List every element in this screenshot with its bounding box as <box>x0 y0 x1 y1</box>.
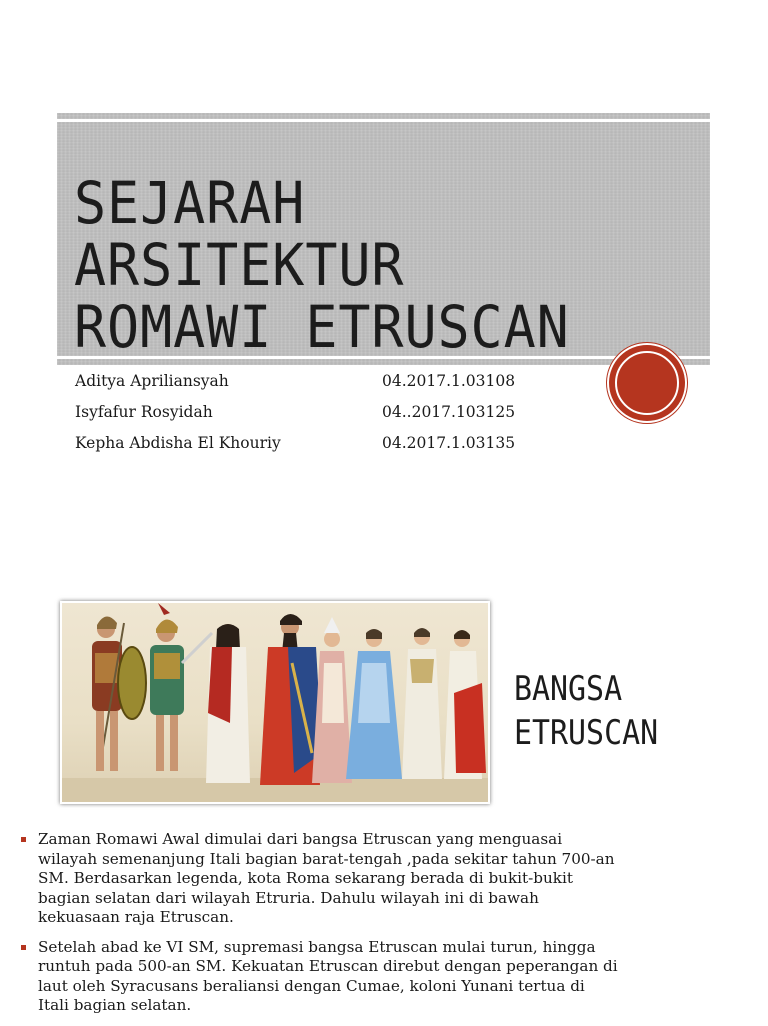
author-name: Aditya Apriliansyah <box>75 372 229 390</box>
bullet-text: Zaman Romawi Awal dimulai dari bangsa Etruscan yang menguasai wilayah semenanjung Itali bagian barat-tengah ,pada sekitar tahun 700-an SM. Berdasarkan legenda, kota Roma sekarang berada di bukit-bukit bagian selatan dari wilayah Etruria. Dahulu wilayah ini di bawah kekuasaan raja Etruscan. <box>38 830 615 926</box>
etruscan-figures-image <box>60 601 490 804</box>
author-list <box>75 372 575 465</box>
etruscan-figures-illustration <box>62 603 488 802</box>
author-row <box>75 372 575 403</box>
section-heading-line-1: BANGSA <box>514 669 623 709</box>
section-heading <box>514 667 690 755</box>
bullet-square-icon <box>21 837 26 842</box>
author-row <box>75 403 575 434</box>
bullet-text: Setelah abad ke VI SM, supremasi bangsa Etruscan mulai turun, hingga runtuh pada 500-an SM. Kekuatan Etruscan direbut dengan peperangan di laut oleh Syracusans beraliansi dengan Cumae, koloni Yunani tertua di Itali bagian selatan. <box>38 937 618 1014</box>
title-band-top-rule <box>57 119 710 122</box>
author-name: Kepha Abdisha El Khouriy <box>75 434 281 452</box>
author-row <box>75 434 575 465</box>
bullet-square-icon <box>21 945 26 950</box>
author-id: 04.2017.1.03108 <box>382 372 516 390</box>
author-name: Isyfafur Rosyidah <box>75 403 213 421</box>
author-id: 04.2017.1.03135 <box>382 434 516 452</box>
author-id: 04..2017.103125 <box>382 403 516 421</box>
slide-title-line-1: SEJARAH ARSITEKTUR <box>74 169 405 299</box>
list-item <box>20 830 620 928</box>
slide-title <box>74 169 644 361</box>
bullet-list <box>20 830 620 1026</box>
list-item <box>20 938 620 1016</box>
section-heading-line-2: ETRUSCAN <box>514 713 659 753</box>
slide-title-line-2: ROMAWI ETRUSCAN <box>74 293 570 361</box>
decorative-circle-icon <box>609 345 685 421</box>
